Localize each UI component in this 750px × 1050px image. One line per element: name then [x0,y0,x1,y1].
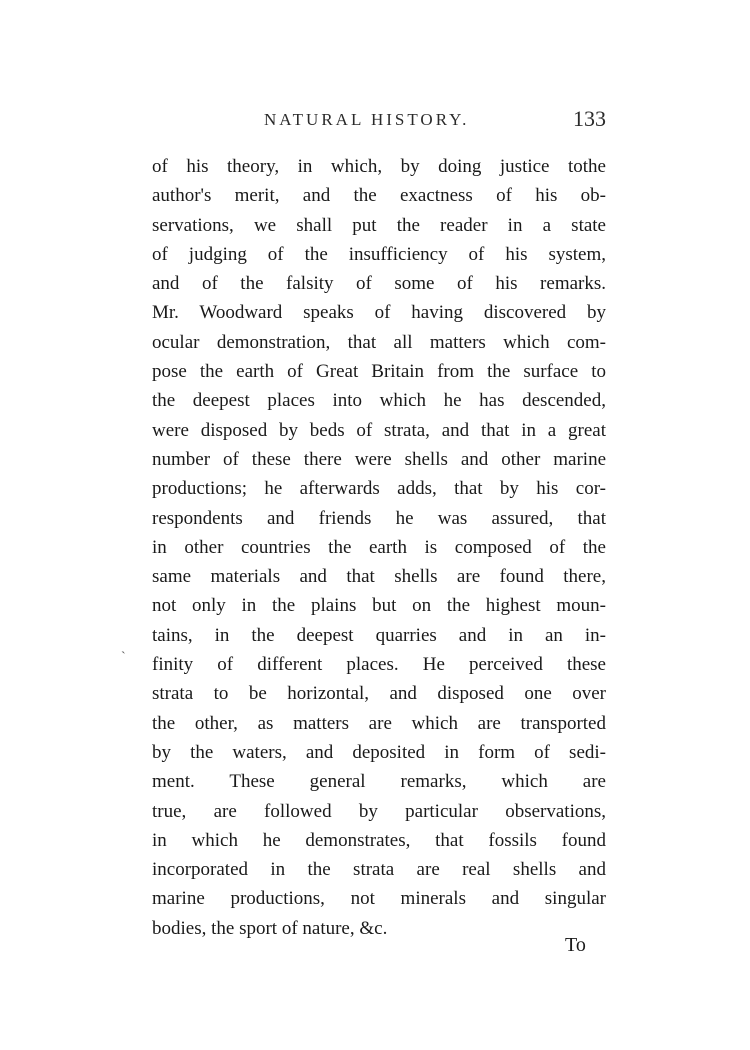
text-line: not only in the plains but on the highest moun- [152,595,606,617]
text-line: bodies, the sport of nature, &c. [152,917,388,939]
text-line: finity of different places. He perceived these [152,654,606,676]
text-line: true, are followed by particular observations, [152,800,606,822]
text-line: strata to be horizontal, and disposed one over [152,683,606,705]
text-line: the other, as matters are which are transported [152,712,606,734]
text-line: marine productions, not minerals and singular [152,888,606,910]
text-line: productions; he afterwards adds, that by his cor- [152,478,606,500]
text-line: tains, in the deepest quarries and in an in- [152,624,606,646]
text-line: ocular demonstration, that all matters which com- [152,331,606,353]
text-line: by the waters, and deposited in form of sedi- [152,741,606,763]
text-line: and of the falsity of some of his remarks. [152,273,606,295]
text-line: author's merit, and the exactness of his ob- [152,185,606,207]
text-line: of judging of the insufficiency of his system, [152,243,606,265]
text-line: in which he demonstrates, that fossils found [152,829,606,851]
text-line: of his theory, in which, by doing justice tothe [152,156,606,177]
text-line: were disposed by beds of strata, and that in a great [152,419,606,441]
page-number: 133 [573,106,606,131]
text-line: servations, we shall put the reader in a state [152,214,606,236]
running-title: NATURAL HISTORY. [264,110,470,129]
text-line: Mr. Woodward speaks of having discovered by [152,302,606,324]
text-line: same materials and that shells are found there, [152,566,606,588]
text-line: pose the earth of Great Britain from the surface to [152,361,606,383]
text-line: ment. These general remarks, which are [152,771,606,793]
running-head [150,106,610,140]
text-line: number of these there were shells and other marine [152,448,606,470]
body-text [152,152,606,943]
text-line: incorporated in the strata are real shells and [152,859,606,881]
margin-mark: ˋ [121,650,126,665]
catchword: To [565,934,586,956]
text-line: in other countries the earth is composed of the [152,536,606,558]
text-line: respondents and friends he was assured, that [152,507,606,529]
text-line: the deepest places into which he has descended, [152,390,606,412]
